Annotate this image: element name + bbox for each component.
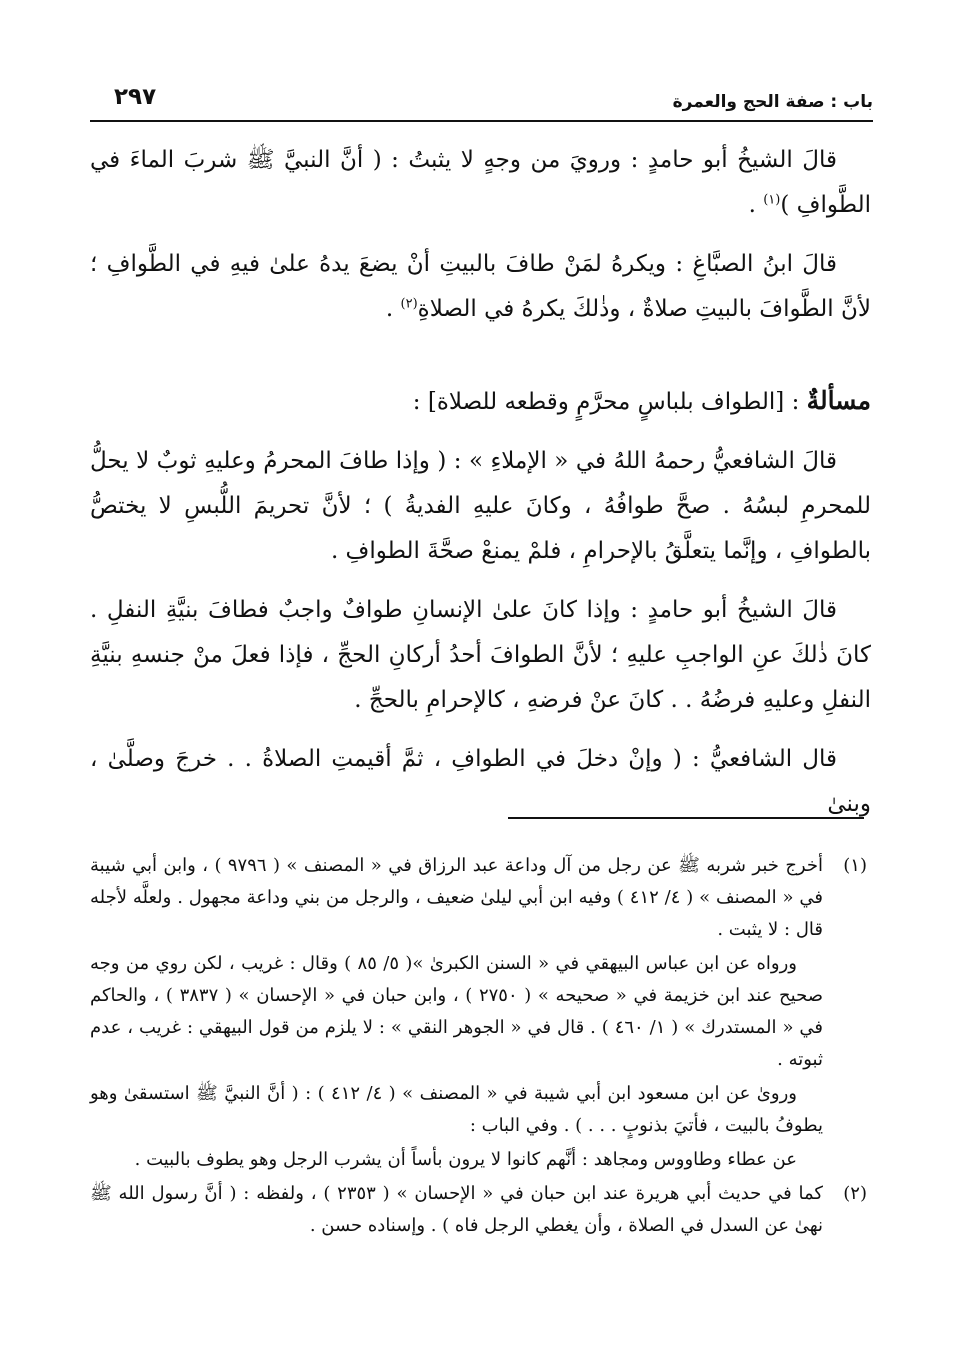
- footnote-separator: [508, 817, 864, 819]
- issue-heading: [90, 378, 871, 425]
- paragraph-1-end: .: [748, 192, 764, 218]
- paragraph-2: [90, 242, 871, 332]
- footnote-paragraph: وروىٰ عن ابن مسعود ابن أبي شيبة في « المصنف » ( ٤/ ٤١٢ ) : ( أنَّ النبيَّ ﷺ استسقىٰ وهو يطوفُ بالبيت ، فأتيَ بذنوبٍ . . . ) . وفي الباب :: [90, 1083, 823, 1136]
- footnotes: [90, 850, 867, 1244]
- page-header: [90, 78, 873, 122]
- page-number: ٢٩٧: [114, 84, 157, 110]
- footnote-ref-1: (١): [763, 192, 781, 208]
- paragraph-2-text: قالَ ابنُ الصبَّاغِ : ويكرهُ لمَنْ طافَ بالبيتِ أنْ يضعَ يدهُ علىٰ فيهِ في الطَّوافِ ؛ لأنَّ الطَّوافَ بالبيتِ صلاةٌ ، وذٰلكَ يكرهُ في الصلاةِ: [90, 251, 871, 322]
- footnote-number: (٢): [843, 1183, 867, 1204]
- issue-title: : [الطواف بلباسٍ محرَّمٍ وقطعه للصلاة] :: [412, 389, 807, 415]
- paragraph-4: قالَ الشيخُ أبو حامدٍ : وإذا كانَ علىٰ الإنسانِ طوافٌ واجبٌ فطافَ بنيَّةِ النفلِ . كانَ ذٰلكَ عنِ الواجبِ عليهِ ؛ لأنَّ الطوافَ أحدُ أركانِ الحجِّ ، فإذا فعلَ منْ جنسهِ بنيَّةِ النفلِ وعليهِ فرضُهُ . . كانَ عنْ فرضهِ ، كالإحرامِ بالحجِّ .: [90, 597, 871, 713]
- main-text: [90, 138, 871, 841]
- footnote-2: [90, 1178, 867, 1242]
- paragraph-2-end: .: [385, 296, 401, 322]
- footnote-paragraph: عن عطاء وطاووس ومجاهد : أنَّهم كانوا لا يرون بأساً أن يشرب الرجل وهو يطوف بالبيت .: [134, 1149, 797, 1170]
- footnote-number: (١): [843, 855, 867, 876]
- footnote-ref-2: (٢): [400, 296, 418, 312]
- footnote-1: [90, 850, 867, 1176]
- paragraph-5: قال الشافعيُّ : ( وإنْ دخلَ في الطوافِ ، ثمَّ أقيمتِ الصلاةُ . . خرجَ وصلَّىٰ ، وبنىٰ: [90, 746, 871, 817]
- issue-label: مسألةٌ: [806, 386, 871, 415]
- footnote-paragraph: كما في حديث أبي هريرة عند ابن حبان في « الإحسان » ( ٢٣٥٣ ) ، ولفظه : ( أنَّ رسول الله ﷺ نهىٰ عن السدل في الصلاة ، وأن يغطي الرجل فاه ) . وإسناده حسن .: [90, 1183, 823, 1236]
- paragraph-3: قالَ الشافعيُّ رحمهُ اللهُ في « الإملاءِ » : ( وإذا طافَ المحرمُ وعليهِ ثوبٌ لا يحلُّ للمحرمِ لبسُهُ . صحَّ طوافُهُ ، وكانَ عليهِ الفديةُ ) ؛ لأنَّ تحريمَ اللُّبسِ لا يختصُّ بالطوافِ ، وإنَّما يتعلَّقُ بالإحرامِ ، فلمْ يمنعْ صحَّةَ الطوافِ .: [90, 448, 871, 564]
- paragraph-1-text: قالَ الشيخُ أبو حامدٍ : ورويَ من وجهٍ لا يثبتُ : ( أنَّ النبيَّ ﷺ شربَ الماءَ في الطَّوافِ ): [90, 147, 871, 218]
- footnote-paragraph: أخرج خبر شربه ﷺ عن رجل من آل وداعة عبد الرزاق في « المصنف » ( ٩٧٩٦ ) ، وابن أبي شيبة في « المصنف » ( ٤/ ٤١٢ ) وفيه ابن أبي ليلىٰ ضعيف ، والرجل من بني وداعة مجهول . ولعلَّه لأجله قال : لا يثبت .: [90, 855, 823, 940]
- paragraph-1: [90, 138, 871, 228]
- footnote-paragraph: ورواه عن ابن عباس البيهقي في « السنن الكبرىٰ »( ٥/ ٨٥ ) وقال : غريب ، لكن روي من وجه صحيح عند ابن خزيمة في « صحيحه » ( ٢٧٥٠ ) ، وابن حبان في « الإحسان » ( ٣٨٣٧ ) ، والحاكم في « المستدرك » ( ١/ ٤٦٠ ) . قال في « الجوهر النقي » : لا يلزم من قول البيهقي : غريب ، عدم ثبوته .: [90, 953, 824, 1070]
- chapter-title: باب : صفة الحج والعمرة: [672, 92, 873, 112]
